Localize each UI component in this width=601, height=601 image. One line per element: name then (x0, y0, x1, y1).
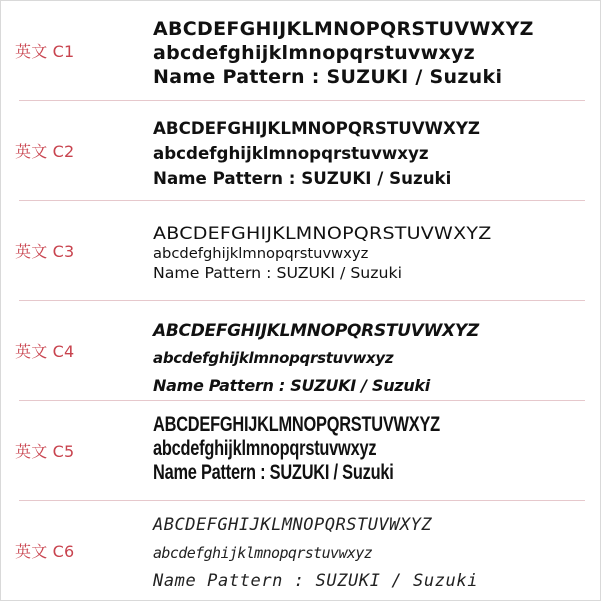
lowercase-sample: abcdefghijklmnopqrstuvwxyz (153, 544, 373, 562)
name-pattern-sample: Name Pattern : SUZUKI / Suzuki (153, 376, 430, 395)
font-sample (153, 223, 492, 283)
lowercase-sample: abcdefghijklmnopqrstuvwxyz (153, 246, 369, 262)
name-pattern-sample: Name Pattern : SUZUKI / Suzuki (153, 169, 452, 189)
font-sample (153, 413, 521, 485)
font-label: 英文 C4 (15, 342, 75, 361)
uppercase-sample: ABCDEFGHIJKLMNOPQRSTUVWXYZ (153, 515, 433, 535)
font-sample (153, 17, 534, 89)
uppercase-sample: ABCDEFGHIJKLMNOPQRSTUVWXYZ (153, 321, 479, 341)
font-row-c6 (1, 501, 601, 601)
name-pattern-sample: Name Pattern : SUZUKI / Suzuki (153, 571, 479, 591)
font-label: 英文 C3 (15, 242, 75, 261)
font-sample (153, 511, 478, 595)
font-row-c1 (1, 1, 601, 101)
lowercase-sample: abcdefghijklmnopqrstuvwxyz (153, 349, 394, 367)
font-sample (153, 117, 487, 192)
lowercase-sample: abcdefghijklmnopqrstuvwxyz (153, 437, 377, 460)
name-pattern-sample: Name Pattern : SUZUKI / Suzuki (153, 264, 403, 282)
uppercase-sample: ABCDEFGHIJKLMNOPQRSTUVWXYZ (153, 18, 534, 40)
name-pattern-sample: Name Pattern : SUZUKI / Suzuki (153, 66, 503, 88)
lowercase-sample: abcdefghijklmnopqrstuvwxyz (153, 42, 476, 64)
uppercase-sample: ABCDEFGHIJKLMNOPQRSTUVWXYZ (153, 413, 440, 436)
font-row-c5 (1, 401, 601, 501)
uppercase-sample: ABCDEFGHIJKLMNOPQRSTUVWXYZ (153, 224, 492, 244)
name-pattern-sample: Name Pattern : SUZUKI / Suzuki (153, 461, 394, 484)
font-label: 英文 C1 (15, 42, 75, 61)
uppercase-sample: ABCDEFGHIJKLMNOPQRSTUVWXYZ (153, 119, 480, 139)
lowercase-sample: abcdefghijklmnopqrstuvwxyz (153, 144, 429, 164)
font-label: 英文 C6 (15, 542, 75, 561)
font-label: 英文 C5 (15, 442, 75, 461)
font-sample (153, 318, 479, 399)
font-row-c2 (1, 101, 601, 201)
font-row-c3 (1, 201, 601, 301)
font-row-c4 (1, 301, 601, 401)
font-label: 英文 C2 (15, 142, 75, 161)
